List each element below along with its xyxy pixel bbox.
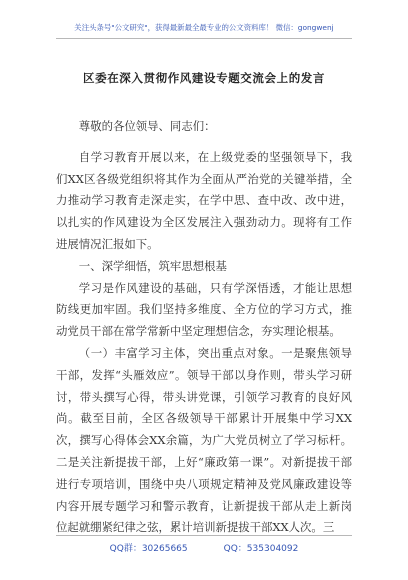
document-title: 区委在深入贯彻作风建设专题交流会上的发言 — [83, 71, 325, 85]
greeting-line: 尊敬的各位领导、同志们： — [78, 119, 216, 133]
paragraph-study-subjects: （一）丰富学习主体，突出重点对象。一是聚焦领导干部，发挥“头雁效应”。领导干部以身作则，带头学习研讨，带头撰写心得，带头讲党课，引领学习教育的良好风尚。截至目前，全区各级领导干部累计开展集中学习XX次，撰写心得体会XX余篇，为广大党员树立了学习标杆。二是关注新提拔干部，上好“廉政第一课”。对新提拔干部进行专项培训，围绕中央八项规定精神及党风廉政建设等内容开展专题学习和警示教育，让新提拔干部从走上新岗位起就绷紧纪律之弦，累计培训新提拔干部XX人次。三 — [56, 345, 352, 535]
footer-divider — [56, 535, 352, 536]
footer-contacts — [0, 541, 408, 554]
paragraph-intro: 自学习教育开展以来，在上级党委的坚强领导下，我们XX区各级党组织将其作为全面从严治党的关键举措，全力推动学习教育走深走实，在学中思、查中改、改中进，以扎实的作风建设为全区发展注入强劲动力。现将有工作进展情况汇报如下。 — [56, 149, 352, 251]
section-heading-1: 一、深学细悟，筑牢思想根基 — [78, 258, 227, 273]
footer-qq: QQ：535304092 — [223, 544, 299, 554]
header-divider — [56, 38, 352, 39]
footer-qq-group: QQ群：30265665 — [109, 544, 188, 554]
document-body — [56, 116, 352, 539]
paragraph-spacer — [56, 138, 352, 147]
paragraph-study-basis: 学习是作风建设的基础，只有学深悟透，才能让思想防线更加牢固。我们坚持多维度、全方位的学习方式，推动党员干部在常学常新中坚定理想信念，夯实理论根基。 — [56, 280, 352, 339]
header-banner: 关注头条号"公文研究"，获得最新最全最专业的公文资料库！ 微信：gongwenj — [74, 23, 334, 32]
